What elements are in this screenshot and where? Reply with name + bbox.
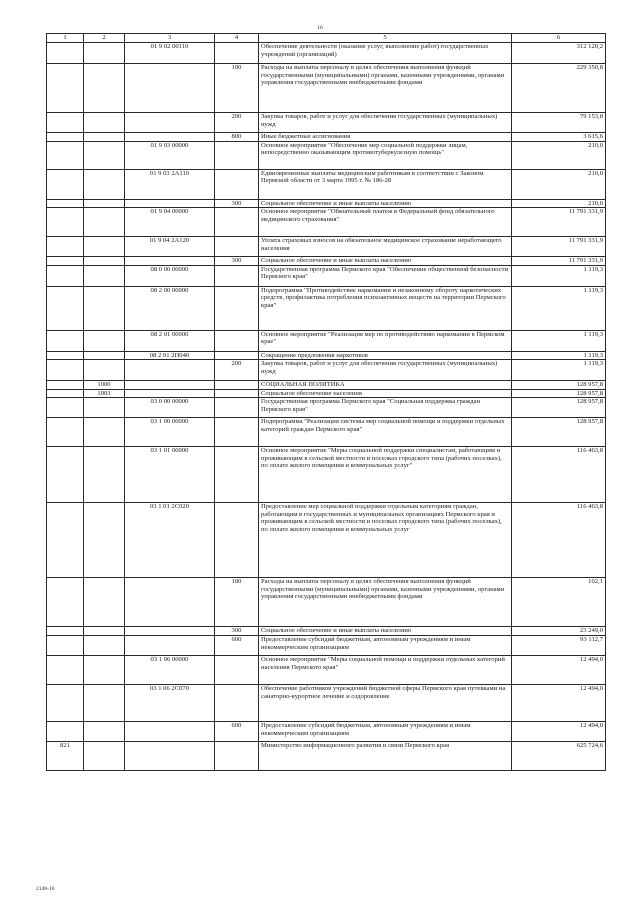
cell-target-article: 01 9 02 00110	[125, 43, 215, 64]
cell-target-article	[125, 381, 215, 390]
table-row	[47, 742, 606, 771]
cell-target-article: 08 2 01 2П040	[125, 351, 215, 360]
cell-ministry-code	[47, 208, 84, 237]
cell-name: Обеспечение работников учреждений бюджетной сферы Пермского края путевками на санаторно-курортное лечение и оздоровление	[259, 685, 512, 722]
table-row	[47, 351, 606, 360]
cell-name: Государственная программа Пермского края "Социальная поддержка граждан Пермского края"	[259, 398, 512, 418]
cell-ministry-code	[47, 351, 84, 360]
cell-expense-type	[215, 286, 259, 330]
cell-amount: 11 791 331,9	[512, 237, 606, 257]
table-row	[47, 389, 606, 398]
cell-target-article: 01 9 03 2А110	[125, 169, 215, 199]
cell-name: Предоставление мер социальной поддержки отдельным категориям граждан, работающим в государственных и муниципальных организациях Пермского края и проживающим в сельской местности и поселках городского типа (рабочих поселках), по оплате жилого помещения и коммунальных услуг	[259, 503, 512, 578]
cell-section-code	[84, 503, 125, 578]
cell-target-article	[125, 627, 215, 636]
cell-amount: 1 119,3	[512, 286, 606, 330]
cell-expense-type: 800	[215, 133, 259, 142]
cell-section-code	[84, 636, 125, 656]
cell-target-article: 03 1 06 2С070	[125, 685, 215, 722]
cell-expense-type	[215, 381, 259, 390]
cell-expense-type	[215, 742, 259, 771]
cell-section-code	[84, 418, 125, 447]
cell-ministry-code	[47, 141, 84, 169]
table-row	[47, 257, 606, 266]
cell-amount: 210,0	[512, 169, 606, 199]
cell-amount: 1 119,3	[512, 360, 606, 381]
cell-name: Министерство информационного развития и связи Пермского края	[259, 742, 512, 771]
cell-expense-type	[215, 330, 259, 351]
cell-expense-type	[215, 503, 259, 578]
cell-section-code	[84, 169, 125, 199]
cell-name: Основное мероприятие "Обеспечение мер социальной поддержки лицам, непосредственно оказывающим противотуберкулезную помощь"	[259, 141, 512, 169]
cell-section-code	[84, 627, 125, 636]
table-row	[47, 141, 606, 169]
cell-name: Основное мероприятие "Меры социальной поддержки специалистам, работающим и проживающим в сельской местности и поселках городского типа (рабочих поселках), по оплате жилого помещения и коммунальных услуг"	[259, 447, 512, 503]
document-code: 2148-16	[36, 886, 55, 892]
cell-section-code	[84, 330, 125, 351]
cell-amount: 229 350,8	[512, 64, 606, 113]
column-number-header-row	[47, 34, 606, 43]
cell-expense-type	[215, 447, 259, 503]
cell-ministry-code	[47, 257, 84, 266]
budget-table	[46, 33, 606, 771]
cell-name: Закупка товаров, работ и услуг для обеспечения государственных (муниципальных) нужд	[259, 113, 512, 133]
cell-section-code	[84, 113, 125, 133]
cell-name: Предоставление субсидий бюджетным, автономным учреждениям и иным некоммерческим организациям	[259, 636, 512, 656]
cell-amount: 93 112,7	[512, 636, 606, 656]
cell-section-code	[84, 685, 125, 722]
table-row	[47, 578, 606, 627]
cell-ministry-code	[47, 418, 84, 447]
cell-expense-type	[215, 389, 259, 398]
cell-expense-type: 300	[215, 199, 259, 208]
cell-ministry-code	[47, 627, 84, 636]
cell-name: Уплата страховых взносов на обязательное медицинское страхование неработающего населения	[259, 237, 512, 257]
cell-name: Расходы на выплаты персоналу в целях обеспечения выполнения функций государственными (муниципальными) органами, казенными учреждениями, органами управления государственными внебюджетными фондами	[259, 578, 512, 627]
cell-target-article: 08 2 00 00000	[125, 286, 215, 330]
cell-name: Основное мероприятие "Меры социальной помощи и поддержки отдельных категорий населения Пермского края"	[259, 656, 512, 685]
cell-amount: 128 957,8	[512, 389, 606, 398]
table-row	[47, 398, 606, 418]
cell-amount: 210,0	[512, 141, 606, 169]
cell-ministry-code	[47, 389, 84, 398]
column-header: 3	[125, 34, 215, 43]
cell-name: Подпрограмма "Противодействие наркомании и незаконному обороту наркотических средств, профилактика потребления психоактивных веществ на территории Пермского края"	[259, 286, 512, 330]
cell-section-code: 1003	[84, 389, 125, 398]
cell-name: Обеспечение деятельности (оказание услуг, выполнение работ) государственных учреждений (организаций)	[259, 43, 512, 64]
cell-expense-type	[215, 398, 259, 418]
cell-amount: 210,0	[512, 199, 606, 208]
cell-section-code	[84, 286, 125, 330]
cell-amount: 312 120,2	[512, 43, 606, 64]
table-row	[47, 199, 606, 208]
cell-name: Основное мероприятие "Обязательный платеж в Федеральный фонд обязательного медицинского страхования"	[259, 208, 512, 237]
table-row	[47, 237, 606, 257]
cell-amount: 116 463,8	[512, 447, 606, 503]
cell-section-code	[84, 360, 125, 381]
cell-name: Единовременные выплаты медицинским работникам в соответствии с Законом Пермской области от 3 марта 1995 г. № 186-28	[259, 169, 512, 199]
cell-section-code	[84, 656, 125, 685]
cell-expense-type: 100	[215, 578, 259, 627]
cell-amount: 11 791 331,9	[512, 257, 606, 266]
cell-expense-type	[215, 43, 259, 64]
table-row	[47, 265, 606, 286]
cell-section-code: 1000	[84, 381, 125, 390]
cell-expense-type	[215, 685, 259, 722]
cell-expense-type	[215, 208, 259, 237]
table-row	[47, 43, 606, 64]
column-header: 6	[512, 34, 606, 43]
cell-ministry-code	[47, 722, 84, 742]
cell-ministry-code: 821	[47, 742, 84, 771]
cell-amount: 23 249,0	[512, 627, 606, 636]
cell-target-article: 03 0 00 00000	[125, 398, 215, 418]
cell-expense-type	[215, 141, 259, 169]
cell-amount: 79 153,8	[512, 113, 606, 133]
cell-expense-type: 300	[215, 627, 259, 636]
cell-name: Социальное обеспечение населения	[259, 389, 512, 398]
table-row	[47, 722, 606, 742]
cell-section-code	[84, 351, 125, 360]
table-row	[47, 656, 606, 685]
cell-target-article	[125, 64, 215, 113]
cell-amount: 12 494,0	[512, 722, 606, 742]
column-header: 1	[47, 34, 84, 43]
cell-amount: 625 724,6	[512, 742, 606, 771]
cell-expense-type: 200	[215, 113, 259, 133]
cell-name: Закупка товаров, работ и услуг для обеспечения государственных (муниципальных) нужд	[259, 360, 512, 381]
cell-target-article	[125, 257, 215, 266]
column-header: 5	[259, 34, 512, 43]
cell-name: Государственная программа Пермского края "Обеспечение общественной безопасности Пермского края"	[259, 265, 512, 286]
table-row	[47, 286, 606, 330]
cell-ministry-code	[47, 286, 84, 330]
cell-expense-type	[215, 351, 259, 360]
page-number: 16	[317, 25, 323, 31]
cell-target-article	[125, 578, 215, 627]
cell-expense-type: 600	[215, 636, 259, 656]
cell-name: Социальное обеспечение и иные выплаты населению	[259, 627, 512, 636]
cell-expense-type	[215, 169, 259, 199]
cell-name: Предоставление субсидий бюджетным, автономным учреждениям и иным некоммерческим организациям	[259, 722, 512, 742]
cell-ministry-code	[47, 447, 84, 503]
cell-expense-type	[215, 237, 259, 257]
cell-target-article: 08 2 01 00000	[125, 330, 215, 351]
cell-ministry-code	[47, 199, 84, 208]
cell-target-article	[125, 113, 215, 133]
cell-ministry-code	[47, 381, 84, 390]
cell-ministry-code	[47, 133, 84, 142]
cell-amount: 1 119,3	[512, 351, 606, 360]
cell-expense-type: 600	[215, 722, 259, 742]
cell-target-article	[125, 742, 215, 771]
cell-target-article	[125, 199, 215, 208]
cell-section-code	[84, 578, 125, 627]
cell-section-code	[84, 237, 125, 257]
cell-expense-type	[215, 656, 259, 685]
cell-ministry-code	[47, 64, 84, 113]
cell-amount: 11 791 331,9	[512, 208, 606, 237]
cell-amount: 12 494,0	[512, 685, 606, 722]
cell-target-article: 03 1 01 00000	[125, 447, 215, 503]
cell-amount: 1 119,3	[512, 265, 606, 286]
cell-ministry-code	[47, 43, 84, 64]
column-header: 2	[84, 34, 125, 43]
column-header: 4	[215, 34, 259, 43]
cell-ministry-code	[47, 113, 84, 133]
cell-expense-type: 300	[215, 257, 259, 266]
table-row	[47, 685, 606, 722]
cell-target-article	[125, 722, 215, 742]
cell-expense-type	[215, 418, 259, 447]
table-row	[47, 636, 606, 656]
cell-amount: 1 119,3	[512, 330, 606, 351]
cell-target-article	[125, 636, 215, 656]
table-row	[47, 169, 606, 199]
table-row	[47, 627, 606, 636]
cell-ministry-code	[47, 265, 84, 286]
cell-section-code	[84, 257, 125, 266]
cell-section-code	[84, 133, 125, 142]
cell-target-article: 08 0 00 00000	[125, 265, 215, 286]
cell-name: Основное мероприятие "Реализация мер по противодействию наркомании в Пермском крае"	[259, 330, 512, 351]
cell-amount: 128 957,8	[512, 381, 606, 390]
cell-ministry-code	[47, 398, 84, 418]
cell-ministry-code	[47, 636, 84, 656]
cell-amount: 3 615,6	[512, 133, 606, 142]
cell-expense-type	[215, 265, 259, 286]
cell-amount: 128 957,8	[512, 398, 606, 418]
cell-amount: 102,1	[512, 578, 606, 627]
cell-name: Расходы на выплаты персоналу в целях обеспечения выполнения функций государственными (муниципальными) органами, казенными учреждениями, органами управления государственными внебюджетными фондами	[259, 64, 512, 113]
cell-section-code	[84, 447, 125, 503]
cell-section-code	[84, 265, 125, 286]
cell-ministry-code	[47, 578, 84, 627]
cell-target-article: 03 1 06 00000	[125, 656, 215, 685]
cell-name: Социальное обеспечение и иные выплаты населению	[259, 199, 512, 208]
cell-section-code	[84, 742, 125, 771]
cell-section-code	[84, 208, 125, 237]
cell-ministry-code	[47, 169, 84, 199]
cell-name: СОЦИАЛЬНАЯ ПОЛИТИКА	[259, 381, 512, 390]
cell-section-code	[84, 398, 125, 418]
cell-section-code	[84, 64, 125, 113]
cell-target-article	[125, 389, 215, 398]
cell-amount: 12 494,0	[512, 656, 606, 685]
table-row	[47, 330, 606, 351]
cell-name: Подпрограмма "Реализация системы мер социальной помощи и поддержки отдельных категорий граждан Пермского края"	[259, 418, 512, 447]
cell-amount: 128 957,8	[512, 418, 606, 447]
table-row	[47, 381, 606, 390]
cell-target-article: 01 9 04 00000	[125, 208, 215, 237]
cell-target-article: 03 1 00 00000	[125, 418, 215, 447]
cell-ministry-code	[47, 503, 84, 578]
cell-target-article	[125, 133, 215, 142]
cell-name: Социальное обеспечение и иные выплаты населению	[259, 257, 512, 266]
cell-amount: 116 463,8	[512, 503, 606, 578]
table-row	[47, 503, 606, 578]
cell-target-article: 03 1 01 2С020	[125, 503, 215, 578]
table-row	[47, 418, 606, 447]
cell-target-article: 01 9 03 00000	[125, 141, 215, 169]
cell-ministry-code	[47, 330, 84, 351]
table-row	[47, 113, 606, 133]
cell-section-code	[84, 199, 125, 208]
cell-ministry-code	[47, 685, 84, 722]
table-row	[47, 208, 606, 237]
cell-target-article	[125, 360, 215, 381]
cell-ministry-code	[47, 656, 84, 685]
table-row	[47, 133, 606, 142]
cell-expense-type: 200	[215, 360, 259, 381]
cell-name: Иные бюджетные ассигнования	[259, 133, 512, 142]
cell-name: Сокращение предложения наркотиков	[259, 351, 512, 360]
cell-section-code	[84, 141, 125, 169]
table-row	[47, 447, 606, 503]
cell-expense-type: 100	[215, 64, 259, 113]
cell-ministry-code	[47, 360, 84, 381]
table-row	[47, 360, 606, 381]
cell-section-code	[84, 722, 125, 742]
table-row	[47, 64, 606, 113]
cell-target-article: 01 9 04 2А120	[125, 237, 215, 257]
cell-section-code	[84, 43, 125, 64]
cell-ministry-code	[47, 237, 84, 257]
